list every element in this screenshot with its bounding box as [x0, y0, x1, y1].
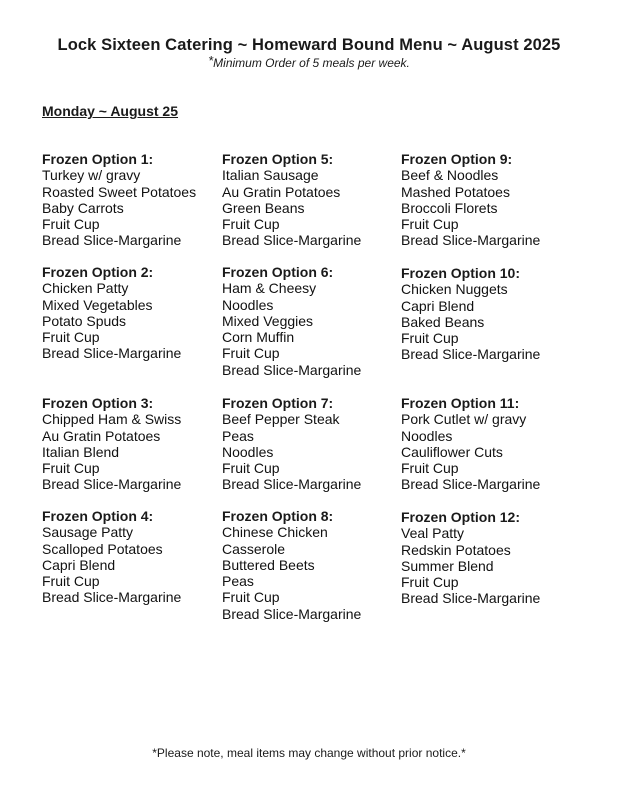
menu-option-12	[401, 509, 579, 607]
option-item: Bread Slice-Margarine	[401, 346, 541, 363]
menu-option-1	[42, 151, 220, 249]
option-item: Bread Slice-Margarine	[42, 476, 182, 493]
option-item: Italian Blend	[42, 443, 120, 460]
menu-option-4	[42, 508, 220, 606]
option-title: Frozen Option 5:	[222, 151, 334, 167]
option-item: Noodles	[222, 296, 274, 313]
option-item: Chicken Nuggets	[401, 281, 508, 298]
option-item: Noodles	[401, 427, 453, 444]
option-item: Beef & Noodles	[401, 167, 499, 184]
option-item: Sausage Patty	[42, 524, 134, 541]
option-item: Cauliflower Cuts	[401, 443, 503, 460]
option-item: Au Gratin Potatoes	[42, 427, 161, 444]
menu-option-9	[401, 151, 579, 249]
option-item: Fruit Cup	[42, 573, 100, 590]
option-item: Summer Blend	[401, 557, 494, 574]
option-item: Fruit Cup	[42, 329, 100, 346]
option-item: Pork Cutlet w/ gravy	[401, 411, 527, 428]
option-item: Mixed Veggies	[222, 312, 314, 329]
option-title: Frozen Option 12:	[401, 509, 520, 525]
option-item: Bread Slice-Margarine	[222, 605, 362, 622]
option-item: Potato Spuds	[42, 312, 127, 329]
option-item: Bread Slice-Margarine	[401, 590, 541, 607]
option-title: Frozen Option 7:	[222, 395, 334, 411]
menu-option-7	[222, 395, 400, 493]
option-item: Mashed Potatoes	[401, 183, 510, 200]
option-item: Peas	[222, 427, 254, 444]
menu-option-5	[222, 151, 400, 249]
option-item: Peas	[222, 573, 254, 590]
option-item: Baked Beans	[401, 313, 485, 330]
option-item: Roasted Sweet Potatoes	[42, 183, 197, 200]
option-item: Casserole	[222, 540, 286, 557]
option-item: Corn Muffin	[222, 329, 295, 346]
page-subtitle	[0, 55, 618, 70]
option-item: Noodles	[222, 443, 274, 460]
menu-option-6	[222, 264, 400, 378]
option-item: Turkey w/ gravy	[42, 167, 141, 184]
menu-option-10	[401, 265, 579, 363]
option-item: Bread Slice-Margarine	[42, 345, 182, 362]
day-heading: Monday ~ August 25	[42, 103, 179, 119]
menu-option-3	[42, 395, 220, 493]
option-item: Bread Slice-Margarine	[222, 476, 362, 493]
option-item: Scalloped Potatoes	[42, 540, 163, 557]
option-item: Bread Slice-Margarine	[401, 476, 541, 493]
option-item: Ham & Cheesy	[222, 280, 317, 297]
option-item: Bread Slice-Margarine	[42, 232, 182, 249]
option-item: Fruit Cup	[222, 345, 280, 362]
option-item: Baby Carrots	[42, 199, 124, 216]
option-title: Frozen Option 1:	[42, 151, 154, 167]
option-item: Fruit Cup	[401, 216, 459, 233]
menu-option-11	[401, 395, 579, 493]
option-item: Buttered Beets	[222, 556, 315, 573]
option-item: Capri Blend	[42, 556, 116, 573]
option-item: Veal Patty	[401, 525, 465, 542]
menu-option-2	[42, 264, 220, 362]
option-item: Au Gratin Potatoes	[222, 183, 341, 200]
option-item: Fruit Cup	[401, 460, 459, 477]
option-item: Bread Slice-Margarine	[42, 589, 182, 606]
option-title: Frozen Option 10:	[401, 265, 520, 281]
subtitle-text: Minimum Order of 5 meals per week.	[213, 56, 410, 70]
option-title: Frozen Option 4:	[42, 508, 154, 524]
option-item: Bread Slice-Margarine	[222, 361, 362, 378]
option-title: Frozen Option 3:	[42, 395, 154, 411]
subtitle-asterisk: *	[208, 53, 214, 68]
option-item: Fruit Cup	[42, 216, 100, 233]
option-item: Fruit Cup	[42, 460, 100, 477]
option-item: Capri Blend	[401, 297, 475, 314]
option-item: Italian Sausage	[222, 167, 319, 184]
footer-note: *Please note, meal items may change without prior notice.*	[152, 746, 466, 760]
option-title: Frozen Option 6:	[222, 264, 334, 280]
option-title: Frozen Option 8:	[222, 508, 334, 524]
option-item: Bread Slice-Margarine	[401, 232, 541, 249]
option-item: Fruit Cup	[401, 574, 459, 591]
option-item: Chipped Ham & Swiss	[42, 411, 182, 428]
menu-option-8	[222, 508, 400, 622]
option-item: Chinese Chicken	[222, 524, 328, 541]
option-title: Frozen Option 2:	[42, 264, 154, 280]
option-item: Fruit Cup	[222, 216, 280, 233]
option-item: Fruit Cup	[401, 330, 459, 347]
option-item: Broccoli Florets	[401, 199, 498, 216]
option-item: Mixed Vegetables	[42, 296, 153, 313]
option-item: Green Beans	[222, 199, 305, 216]
option-item: Fruit Cup	[222, 589, 280, 606]
option-item: Fruit Cup	[222, 460, 280, 477]
option-item: Redskin Potatoes	[401, 541, 511, 558]
option-item: Bread Slice-Margarine	[222, 232, 362, 249]
option-title: Frozen Option 9:	[401, 151, 513, 167]
option-item: Chicken Patty	[42, 280, 129, 297]
option-title: Frozen Option 11:	[401, 395, 520, 411]
option-item: Beef Pepper Steak	[222, 411, 340, 428]
page-title: Lock Sixteen Catering ~ Homeward Bound Menu ~ August 2025	[57, 36, 561, 54]
